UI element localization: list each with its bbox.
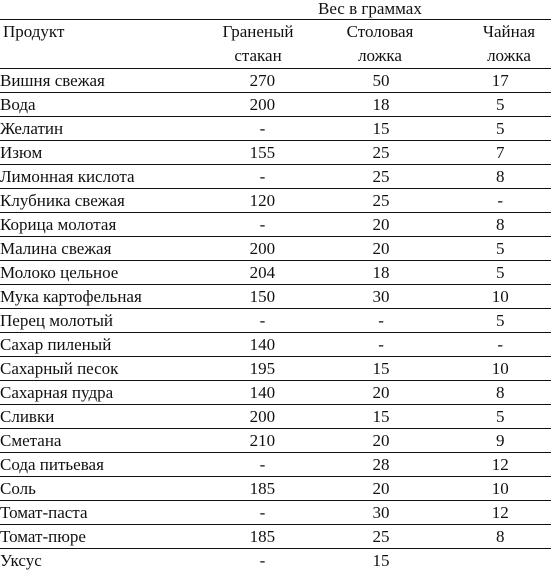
cell-glass-weight: - <box>212 453 313 477</box>
cell-tablespoon-weight: 28 <box>313 453 450 477</box>
cell-product: Сливки <box>0 405 212 429</box>
column-header-teaspoon <box>470 20 548 68</box>
cell-tablespoon-weight: 25 <box>313 189 450 213</box>
cell-teaspoon-weight: 10 <box>449 357 551 381</box>
cell-teaspoon-weight: 8 <box>449 165 551 189</box>
cell-product: Перец молотый <box>0 309 212 333</box>
cell-tablespoon-weight: 18 <box>313 261 450 285</box>
cell-teaspoon-weight: 17 <box>449 69 551 93</box>
cell-tablespoon-weight: 25 <box>313 525 450 549</box>
cell-product: Лимонная кислота <box>0 165 212 189</box>
cell-glass-weight: - <box>212 213 313 237</box>
table-row <box>0 237 551 261</box>
table-row <box>0 525 551 549</box>
table-row <box>0 189 551 213</box>
cell-teaspoon-weight: 5 <box>449 237 551 261</box>
cell-teaspoon-weight: 10 <box>449 285 551 309</box>
cell-product: Изюм <box>0 141 212 165</box>
table-row <box>0 69 551 93</box>
cell-tablespoon-weight: 50 <box>313 69 450 93</box>
cell-glass-weight: 185 <box>212 477 313 501</box>
cell-teaspoon-weight: 5 <box>449 117 551 141</box>
column-header-glass-line2: стакан <box>234 46 282 65</box>
table-row <box>0 141 551 165</box>
cell-glass-weight: - <box>212 165 313 189</box>
column-header-teaspoon-line1: Чайная <box>482 22 536 41</box>
table-row <box>0 381 551 405</box>
cell-product: Молоко цельное <box>0 261 212 285</box>
products-table <box>0 69 551 571</box>
cell-teaspoon-weight <box>449 549 551 571</box>
cell-teaspoon-weight: 5 <box>449 405 551 429</box>
cell-product: Желатин <box>0 117 212 141</box>
cell-teaspoon-weight: 9 <box>449 429 551 453</box>
cell-product: Сметана <box>0 429 212 453</box>
cell-tablespoon-weight: 20 <box>313 213 450 237</box>
cell-tablespoon-weight: 20 <box>313 237 450 261</box>
table-row <box>0 309 551 333</box>
table-row <box>0 477 551 501</box>
cell-tablespoon-weight: 20 <box>313 477 450 501</box>
cell-tablespoon-weight: 20 <box>313 429 450 453</box>
cell-product: Вода <box>0 93 212 117</box>
cell-glass-weight: 150 <box>212 285 313 309</box>
cell-tablespoon-weight: - <box>313 333 450 357</box>
cell-glass-weight: 120 <box>212 189 313 213</box>
cell-tablespoon-weight: 18 <box>313 93 450 117</box>
cell-glass-weight: - <box>259 551 266 570</box>
table-row <box>0 93 551 117</box>
cell-product: Сода питьевая <box>0 453 212 477</box>
cell-product: Сахарная пудра <box>0 381 212 405</box>
column-header-tablespoon-line1: Столовая <box>346 22 414 41</box>
cell-teaspoon-weight: 8 <box>449 381 551 405</box>
cell-glass-weight: 270 <box>212 69 313 93</box>
cell-teaspoon-weight: 8 <box>449 213 551 237</box>
cell-tablespoon-weight: 30 <box>313 501 450 525</box>
cell-teaspoon-weight: 7 <box>449 141 551 165</box>
cell-tablespoon-weight: 20 <box>313 381 450 405</box>
cell-product: Корица молотая <box>0 213 212 237</box>
cell-glass-weight: 204 <box>212 261 313 285</box>
cell-product: Сахарный песок <box>0 357 212 381</box>
table-row <box>0 549 551 571</box>
cell-teaspoon-weight: - <box>449 333 551 357</box>
table-row <box>0 357 551 381</box>
table-row <box>0 405 551 429</box>
column-header-tablespoon <box>331 20 429 68</box>
group-header-weight: Вес в граммах <box>318 0 422 18</box>
cell-product: Сахар пиленый <box>0 333 212 357</box>
cell-product: Малина свежая <box>0 237 212 261</box>
cell-glass-weight: - <box>212 309 313 333</box>
cell-teaspoon-weight: - <box>449 189 551 213</box>
table-row <box>0 213 551 237</box>
cell-tablespoon-weight: - <box>313 309 450 333</box>
cell-tablespoon-weight: 15 <box>372 551 390 570</box>
table-row <box>0 165 551 189</box>
cell-teaspoon-weight: 5 <box>449 309 551 333</box>
cell-tablespoon-weight: 15 <box>313 117 450 141</box>
cell-teaspoon-weight: 5 <box>449 261 551 285</box>
table-row <box>0 285 551 309</box>
column-header-product: Продукт <box>3 22 65 41</box>
cell-glass-weight: 195 <box>212 357 313 381</box>
cell-glass-weight: 140 <box>212 381 313 405</box>
cell-tablespoon-weight: 25 <box>313 141 450 165</box>
cell-product: Соль <box>0 477 212 501</box>
cell-glass-weight: 185 <box>212 525 313 549</box>
cell-product: Томат-пюре <box>0 525 212 549</box>
column-header-tablespoon-line2: ложка <box>358 46 402 65</box>
cell-product: Уксус <box>0 551 42 570</box>
column-header-glass-line1: Граненый <box>222 22 294 41</box>
column-header-glass <box>214 20 302 68</box>
table-row <box>0 501 551 525</box>
cell-product: Мука картофельная <box>0 285 212 309</box>
table-row <box>0 261 551 285</box>
cell-product: Клубника свежая <box>0 189 212 213</box>
cell-glass-weight: 200 <box>212 237 313 261</box>
column-header-teaspoon-line2: ложка <box>487 46 531 65</box>
table-row <box>0 429 551 453</box>
cell-teaspoon-weight: 8 <box>449 525 551 549</box>
cell-teaspoon-weight: 12 <box>449 501 551 525</box>
cell-glass-weight: 200 <box>212 93 313 117</box>
products-table-body <box>0 69 551 571</box>
cell-teaspoon-weight: 10 <box>449 477 551 501</box>
cell-glass-weight: - <box>212 117 313 141</box>
table-row <box>0 453 551 477</box>
cell-glass-weight: 140 <box>212 333 313 357</box>
cell-glass-weight: 200 <box>212 405 313 429</box>
cell-tablespoon-weight: 15 <box>313 405 450 429</box>
table-row <box>0 117 551 141</box>
cell-teaspoon-weight: 5 <box>449 93 551 117</box>
cell-glass-weight: 155 <box>212 141 313 165</box>
cell-glass-weight: - <box>212 501 313 525</box>
cell-glass-weight: 210 <box>212 429 313 453</box>
cell-product: Вишня свежая <box>0 69 212 93</box>
table-row <box>0 333 551 357</box>
cell-product: Томат-паста <box>0 501 212 525</box>
cell-tablespoon-weight: 30 <box>313 285 450 309</box>
cell-teaspoon-weight: 12 <box>449 453 551 477</box>
cell-tablespoon-weight: 25 <box>313 165 450 189</box>
cell-tablespoon-weight: 15 <box>313 357 450 381</box>
